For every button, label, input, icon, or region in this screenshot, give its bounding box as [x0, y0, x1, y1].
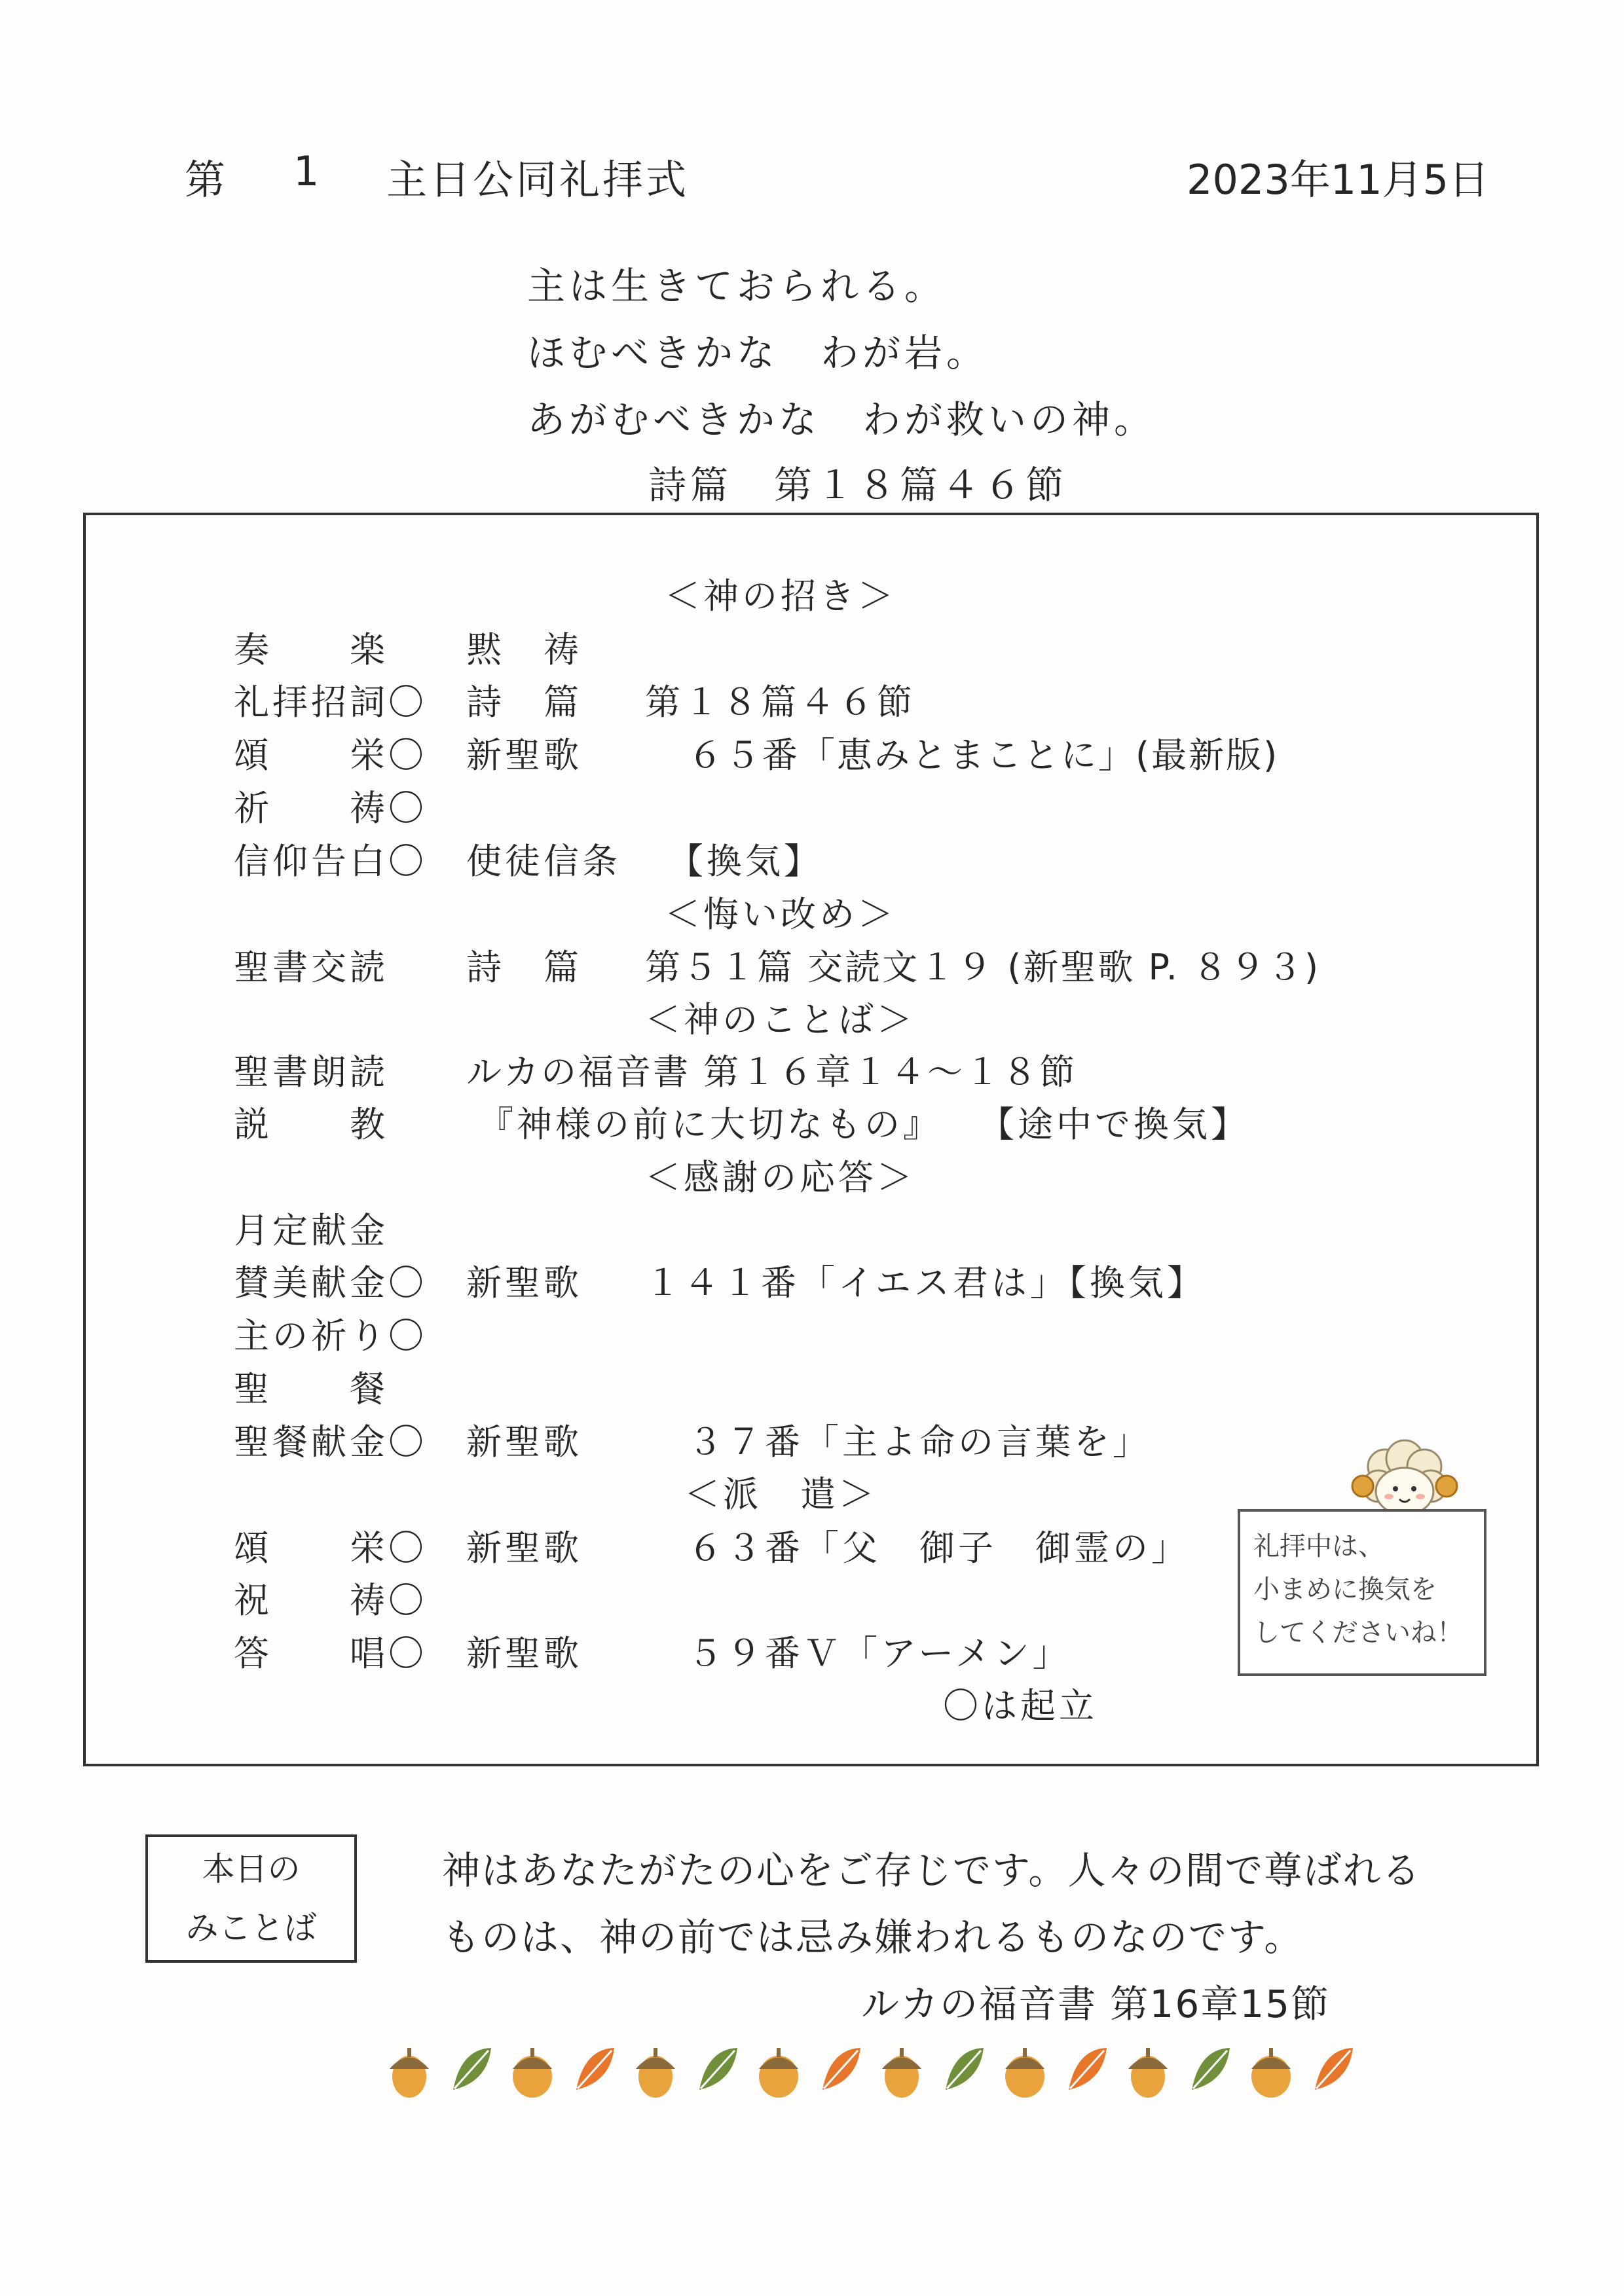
verse-line-2: ほむべきかな わが岩。	[527, 331, 989, 375]
item-label: 奏 楽	[234, 629, 388, 670]
item-label: 聖書朗読	[234, 1051, 388, 1093]
leaf-icon	[946, 2048, 984, 2090]
item-source: 詩 篇	[466, 947, 582, 988]
item-source: 新聖歌	[466, 735, 582, 776]
autumn-border-svg	[373, 2036, 1369, 2102]
item-source: 『神様の前に大切なもの』	[478, 1104, 942, 1145]
item-label: 祝 祷〇	[234, 1580, 427, 1621]
acorn-icon	[1251, 2048, 1291, 2098]
item-source: 黙 祷	[466, 629, 582, 670]
item-label: 聖餐献金〇	[234, 1421, 427, 1463]
item-source: 使徒信条	[466, 841, 621, 882]
item-detail: １４１番「イエス君は」【換気】	[645, 1262, 1206, 1303]
item-detail: ５９番Ｖ「アーメン」	[688, 1633, 1071, 1674]
acorn-icon	[636, 2048, 675, 2098]
acorn-icon	[1005, 2048, 1044, 2098]
section-call: ＜神の招き＞	[665, 575, 896, 617]
item-detail: 第５１篇 交読文１９ (新聖歌 P. ８９３)	[645, 947, 1321, 988]
leaf-icon	[453, 2048, 491, 2090]
note-line: 小まめに換気を	[1253, 1575, 1437, 1605]
todays-word-label-box	[145, 1834, 357, 1963]
verse-line-3: あがむべきかな わが救いの神。	[527, 397, 1156, 442]
item-detail: ６３番「父 御子 御霊の」	[688, 1527, 1190, 1569]
leaf-icon	[699, 2048, 737, 2090]
section-sending: ＜派 遣＞	[684, 1474, 877, 1515]
todays-word-line-1: 神はあなたがたの心をご存じです。人々の間で尊ばれる	[442, 1848, 1422, 1893]
leaf-icon	[1315, 2048, 1353, 2090]
section-repentance: ＜悔い改め＞	[665, 894, 896, 935]
acorn-icon	[390, 2048, 429, 2098]
item-label: 信仰告白〇	[234, 841, 427, 882]
ordinal-prefix: 第	[185, 156, 226, 204]
acorn-icon	[513, 2048, 552, 2098]
item-source: 新聖歌	[466, 1262, 582, 1303]
verse-reference: 詩篇 第１８篇４６節	[648, 463, 1068, 507]
verse-line-1: 主は生きておられる。	[527, 264, 947, 308]
item-source: 詩 篇	[466, 682, 582, 723]
note-line: してくださいね！	[1253, 1618, 1463, 1648]
item-label: 聖 餐	[234, 1368, 388, 1410]
sheep-icon	[1339, 1427, 1470, 1516]
item-detail: ３７番「主よ命の言葉を」	[688, 1421, 1151, 1463]
item-label: 聖書交読	[234, 947, 388, 988]
leaf-icon	[576, 2048, 614, 2090]
acorn-icon	[882, 2048, 921, 2098]
item-label: 答 唱〇	[234, 1633, 427, 1674]
section-response: ＜感謝の応答＞	[645, 1157, 915, 1198]
standing-note: 〇は起立	[943, 1685, 1098, 1726]
leaf-icon	[822, 2048, 860, 2090]
todays-word-label-line: みことば	[185, 1909, 317, 1947]
ordinal-number: 1	[293, 147, 320, 195]
item-label: 頌 栄〇	[234, 1527, 427, 1569]
item-source: 新聖歌	[466, 1527, 582, 1569]
service-title: 主日公同礼拝式	[386, 156, 690, 204]
service-date: 2023年11月5日	[1187, 156, 1490, 204]
item-detail: 【換気】	[668, 841, 822, 882]
item-label: 主の祈り〇	[234, 1315, 427, 1357]
acorn-icon	[1128, 2048, 1168, 2098]
note-line: 礼拝中は、	[1253, 1531, 1384, 1561]
item-label: 賛美献金〇	[234, 1262, 427, 1303]
item-detail: 第１８篇４６節	[645, 682, 915, 723]
item-source: ルカの福音書 第１６章１４～１８節	[466, 1051, 1077, 1093]
item-label: 月定献金	[234, 1210, 388, 1251]
autumn-border	[373, 2036, 1369, 2104]
ventilation-note	[1238, 1509, 1486, 1676]
item-label: 頌 栄〇	[234, 735, 427, 776]
todays-word-line-2: ものは、神の前では忌み嫌われるものなのです。	[442, 1915, 1304, 1959]
acorn-icon	[759, 2048, 798, 2098]
leaf-icon	[1192, 2048, 1230, 2090]
leaf-icon	[1069, 2048, 1107, 2090]
item-source: 新聖歌	[466, 1421, 582, 1463]
item-label: 祈 祷〇	[234, 788, 427, 829]
section-word: ＜神のことば＞	[645, 999, 915, 1040]
item-source: 新聖歌	[466, 1633, 582, 1674]
item-detail: ６５番「恵みとまことに」(最新版)	[688, 735, 1280, 776]
item-detail: 【途中で換気】	[979, 1104, 1249, 1145]
item-label: 説 教	[234, 1104, 388, 1145]
todays-word-reference: ルカの福音書 第16章15節	[861, 1982, 1331, 2026]
item-label: 礼拝招詞〇	[234, 682, 427, 723]
todays-word-label-line: 本日の	[202, 1850, 301, 1888]
